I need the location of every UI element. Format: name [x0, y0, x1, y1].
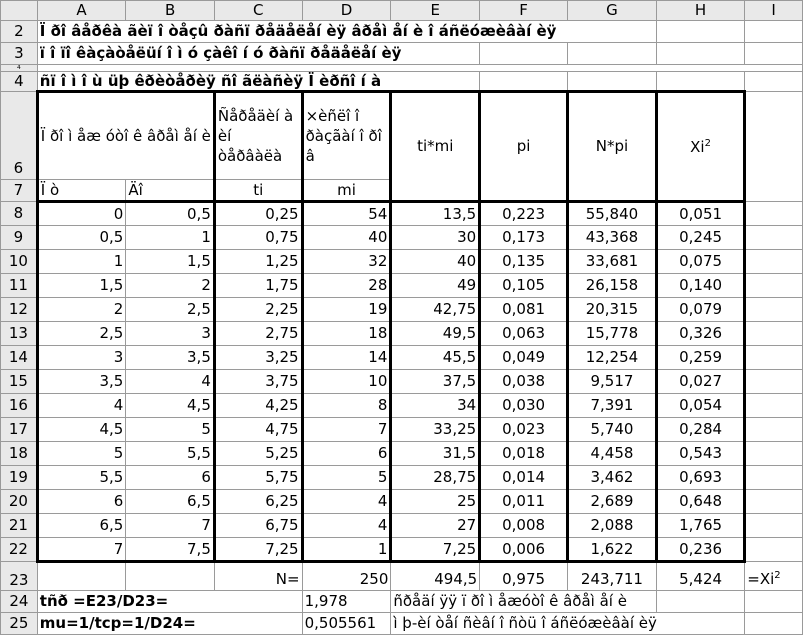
table-row — [1, 202, 803, 226]
row-header[interactable]: 2 — [1, 21, 38, 43]
cell[interactable] — [745, 226, 803, 250]
column-header-row — [1, 1, 803, 21]
cell[interactable] — [745, 92, 803, 202]
ti-mi-cell[interactable]: 28,75 — [391, 466, 480, 490]
pi-cell[interactable]: 0,011 — [480, 490, 568, 514]
interval-to-cell[interactable]: 7 — [126, 514, 215, 538]
xi2-header[interactable] — [656, 92, 744, 202]
mu-formula-cell[interactable]: mu=1/tcp=1/D24= — [37, 613, 302, 635]
cell[interactable] — [480, 72, 568, 92]
npi-cell[interactable]: 55,840 — [568, 202, 657, 226]
cell[interactable] — [745, 43, 803, 65]
pi-cell[interactable]: 0,023 — [480, 418, 568, 442]
row-header[interactable]: 4 — [1, 65, 38, 72]
table-row — [1, 346, 803, 370]
npi-cell[interactable]: 12,254 — [568, 346, 657, 370]
interval-from-cell[interactable]: 0 — [37, 202, 126, 226]
interval-from-header[interactable]: Ï ò — [37, 180, 126, 202]
ti-mi-cell[interactable]: 30 — [391, 226, 480, 250]
row-header[interactable]: 3 — [1, 43, 38, 65]
pi-header[interactable]: pi — [480, 92, 568, 202]
total-xi2-cell[interactable]: 5,424 — [656, 562, 744, 591]
pi-cell[interactable]: 0,105 — [480, 274, 568, 298]
cell[interactable] — [126, 562, 215, 591]
interval-to-cell[interactable]: 5,5 — [126, 442, 215, 466]
sheet-row — [1, 613, 803, 635]
midpoint-cell[interactable]: 4,25 — [214, 394, 302, 418]
interval-from-cell[interactable]: 3,5 — [37, 370, 126, 394]
cell[interactable] — [745, 591, 803, 613]
ti-mi-cell[interactable]: 13,5 — [391, 202, 480, 226]
interval-to-cell[interactable]: 2 — [126, 274, 215, 298]
xi2-cell[interactable]: 0,051 — [656, 202, 744, 226]
count-cell[interactable]: 4 — [302, 490, 391, 514]
interval-from-cell[interactable]: 4 — [37, 394, 126, 418]
row-header[interactable]: 9 — [1, 226, 38, 250]
count-cell[interactable]: 10 — [302, 370, 391, 394]
cell[interactable] — [656, 43, 744, 65]
cell[interactable] — [480, 43, 568, 65]
ti-mi-cell[interactable]: 33,25 — [391, 418, 480, 442]
row-header[interactable]: 23 — [1, 562, 38, 591]
column-header-h[interactable]: H — [656, 1, 744, 21]
cell[interactable] — [656, 21, 744, 43]
midpoint-cell[interactable]: 6,75 — [214, 514, 302, 538]
ti-mi-cell[interactable]: 31,5 — [391, 442, 480, 466]
midpoint-cell[interactable]: 5,75 — [214, 466, 302, 490]
pi-cell[interactable]: 0,018 — [480, 442, 568, 466]
xi2-cell[interactable]: 0,259 — [656, 346, 744, 370]
npi-cell[interactable]: 15,778 — [568, 322, 657, 346]
table-row — [1, 298, 803, 322]
npi-cell[interactable]: 7,391 — [568, 394, 657, 418]
pi-cell[interactable]: 0,081 — [480, 298, 568, 322]
interval-from-cell[interactable]: 3 — [37, 346, 126, 370]
interval-to-cell[interactable]: 6,5 — [126, 490, 215, 514]
npi-cell[interactable]: 3,462 — [568, 466, 657, 490]
mu-value-cell[interactable]: 0,505561 — [302, 613, 391, 635]
row-header[interactable]: 14 — [1, 346, 38, 370]
subtitle-cell[interactable]: ñï î ì î ù üþ êðèòåðèÿ ñî ãëàñèÿ Ï èðñî í à — [37, 72, 479, 92]
row-header[interactable]: 8 — [1, 202, 38, 226]
row-header[interactable]: 24 — [1, 591, 38, 613]
count-cell[interactable]: 18 — [302, 322, 391, 346]
ti-mi-cell[interactable]: 49,5 — [391, 322, 480, 346]
cell[interactable] — [745, 346, 803, 370]
xi2-sum-exponent: 2 — [774, 570, 781, 581]
count-cell[interactable]: 14 — [302, 346, 391, 370]
npi-cell[interactable]: 2,088 — [568, 514, 657, 538]
row-header[interactable]: 21 — [1, 514, 38, 538]
interval-from-cell[interactable]: 6,5 — [37, 514, 126, 538]
interval-to-cell[interactable]: 3,5 — [126, 346, 215, 370]
column-header-a[interactable]: A — [37, 1, 126, 21]
xi2-exponent: 2 — [704, 137, 711, 149]
table-row — [1, 418, 803, 442]
cell[interactable] — [568, 72, 657, 92]
xi2-cell[interactable]: 0,027 — [656, 370, 744, 394]
interval-header[interactable]: Ï ðî ì åæ óòî ê âðåì åí è — [37, 92, 214, 180]
row-header[interactable]: 15 — [1, 370, 38, 394]
count-cell[interactable]: 54 — [302, 202, 391, 226]
ti-mi-cell[interactable]: 49 — [391, 274, 480, 298]
ti-mi-cell[interactable]: 42,75 — [391, 298, 480, 322]
cell[interactable] — [745, 514, 803, 538]
interval-to-cell[interactable]: 0,5 — [126, 202, 215, 226]
interval-from-cell[interactable]: 4,5 — [37, 418, 126, 442]
interval-to-header[interactable]: Äî — [126, 180, 215, 202]
row-header[interactable]: 4 — [1, 72, 38, 92]
ti-mi-cell[interactable]: 45,5 — [391, 346, 480, 370]
column-header-f[interactable]: F — [480, 1, 568, 21]
pi-cell[interactable]: 0,135 — [480, 250, 568, 274]
xi2-cell[interactable]: 0,326 — [656, 322, 744, 346]
table-row — [1, 226, 803, 250]
cell[interactable] — [37, 562, 126, 591]
midpoint-cell[interactable]: 1,25 — [214, 250, 302, 274]
cell[interactable] — [745, 250, 803, 274]
pi-cell[interactable]: 0,006 — [480, 538, 568, 562]
pi-cell[interactable]: 0,223 — [480, 202, 568, 226]
cell[interactable] — [745, 490, 803, 514]
interval-from-cell[interactable]: 2,5 — [37, 322, 126, 346]
ti-mi-cell[interactable]: 7,25 — [391, 538, 480, 562]
cell[interactable] — [568, 43, 657, 65]
npi-cell[interactable]: 1,622 — [568, 538, 657, 562]
interval-from-cell[interactable]: 5 — [37, 442, 126, 466]
npi-cell[interactable]: 43,368 — [568, 226, 657, 250]
cell[interactable] — [745, 298, 803, 322]
midpoint-cell[interactable]: 3,75 — [214, 370, 302, 394]
column-header-i[interactable]: I — [745, 1, 803, 21]
midpoint-cell[interactable]: 5,25 — [214, 442, 302, 466]
mean-note-cell[interactable]: ñðåäí ÿÿ ï ðî ì åæóòî ê âðåì åí è — [391, 591, 657, 613]
midpoint-cell[interactable]: 4,75 — [214, 418, 302, 442]
count-cell[interactable]: 32 — [302, 250, 391, 274]
xi2-cell[interactable]: 1,765 — [656, 514, 744, 538]
table-row — [1, 250, 803, 274]
table-row — [1, 514, 803, 538]
midpoint-cell[interactable]: 2,25 — [214, 298, 302, 322]
interval-to-cell[interactable]: 4,5 — [126, 394, 215, 418]
column-header-e[interactable]: E — [391, 1, 480, 21]
pi-cell[interactable]: 0,173 — [480, 226, 568, 250]
row-header[interactable]: 20 — [1, 490, 38, 514]
column-header-d[interactable]: D — [302, 1, 391, 21]
sheet-row — [1, 72, 803, 92]
table-row — [1, 538, 803, 562]
row-header[interactable]: 16 — [1, 394, 38, 418]
subtitle-cell[interactable]: ï î ïî êàçàòåëüí î ì ó çàêî í ó ðàñï ðåäåëåí èÿ — [37, 43, 479, 65]
cell[interactable] — [745, 370, 803, 394]
ti-mi-cell[interactable]: 27 — [391, 514, 480, 538]
row-header[interactable]: 22 — [1, 538, 38, 562]
interval-from-cell[interactable]: 1,5 — [37, 274, 126, 298]
count-cell[interactable]: 4 — [302, 514, 391, 538]
cell[interactable] — [656, 591, 744, 613]
data-rows — [1, 202, 803, 562]
ti-mi-header[interactable]: ti*mi — [391, 92, 480, 202]
row-header[interactable]: 11 — [1, 274, 38, 298]
table-row — [1, 490, 803, 514]
row-header[interactable]: 12 — [1, 298, 38, 322]
midpoint-header[interactable]: Ñåðåäèí à èí òåðâàëà — [214, 92, 302, 180]
sheet-row — [1, 65, 803, 72]
npi-cell[interactable]: 33,681 — [568, 250, 657, 274]
table-row — [1, 394, 803, 418]
npi-cell[interactable]: 20,315 — [568, 298, 657, 322]
row-header[interactable]: 13 — [1, 322, 38, 346]
count-cell[interactable]: 19 — [302, 298, 391, 322]
mean-value-cell[interactable]: 1,978 — [302, 591, 391, 613]
xi2-cell[interactable]: 0,693 — [656, 466, 744, 490]
xi2-sum-label-cell[interactable] — [745, 562, 803, 591]
count-cell[interactable]: 7 — [302, 418, 391, 442]
title-cell[interactable]: Ï ðî âåðêà ãèï î òåçû ðàñï ðåäåëåí èÿ âðåì åí è î áñëóæèâàí èÿ — [37, 21, 656, 43]
ti-mi-cell[interactable]: 40 — [391, 250, 480, 274]
mean-formula-cell[interactable]: tñð =E23/D23= — [37, 591, 302, 613]
count-cell[interactable]: 40 — [302, 226, 391, 250]
npi-cell[interactable]: 9,517 — [568, 370, 657, 394]
totals-row — [1, 562, 803, 591]
cell[interactable] — [37, 65, 802, 72]
midpoint-cell[interactable]: 1,75 — [214, 274, 302, 298]
npi-cell[interactable]: 26,158 — [568, 274, 657, 298]
xi2-cell[interactable]: 0,543 — [656, 442, 744, 466]
cell[interactable] — [745, 394, 803, 418]
total-pi-cell[interactable]: 0,975 — [480, 562, 568, 591]
xi2-sum-label: =Xi — [747, 570, 775, 588]
total-count-cell[interactable]: 250 — [302, 562, 391, 591]
midpoint-cell[interactable]: 2,75 — [214, 322, 302, 346]
sheet-row — [1, 591, 803, 613]
count-cell[interactable]: 6 — [302, 442, 391, 466]
table-row — [1, 466, 803, 490]
pi-cell[interactable]: 0,049 — [480, 346, 568, 370]
interval-from-cell[interactable]: 2 — [37, 298, 126, 322]
interval-from-cell[interactable]: 0,5 — [37, 226, 126, 250]
pi-cell[interactable]: 0,030 — [480, 394, 568, 418]
xi2-cell[interactable]: 0,054 — [656, 394, 744, 418]
table-row — [1, 322, 803, 346]
midpoint-cell[interactable]: 7,25 — [214, 538, 302, 562]
row-header[interactable]: 6 — [1, 92, 38, 180]
sheet-row — [1, 92, 803, 180]
xi2-cell[interactable]: 0,140 — [656, 274, 744, 298]
npi-cell[interactable]: 5,740 — [568, 418, 657, 442]
interval-from-cell[interactable]: 7 — [37, 538, 126, 562]
pi-cell[interactable]: 0,014 — [480, 466, 568, 490]
midpoint-cell[interactable]: 0,25 — [214, 202, 302, 226]
row-header[interactable]: 25 — [1, 613, 38, 635]
ti-mi-cell[interactable]: 25 — [391, 490, 480, 514]
xi2-label: Xi — [690, 137, 705, 156]
count-header[interactable]: ×èñëî î ðàçãàí î ðî â — [302, 92, 391, 180]
interval-from-cell[interactable]: 6 — [37, 490, 126, 514]
pi-cell[interactable]: 0,063 — [480, 322, 568, 346]
table-row — [1, 370, 803, 394]
column-header-c[interactable]: C — [214, 1, 302, 21]
cell[interactable] — [745, 21, 803, 43]
interval-to-cell[interactable]: 5 — [126, 418, 215, 442]
xi2-cell[interactable]: 0,236 — [656, 538, 744, 562]
xi2-cell[interactable]: 0,079 — [656, 298, 744, 322]
table-row — [1, 442, 803, 466]
table-row — [1, 274, 803, 298]
sheet-row — [1, 21, 803, 43]
xi2-cell[interactable]: 0,245 — [656, 226, 744, 250]
midpoint-cell[interactable]: 6,25 — [214, 490, 302, 514]
ti-mi-cell[interactable]: 34 — [391, 394, 480, 418]
cell[interactable] — [745, 538, 803, 562]
interval-to-cell[interactable]: 1,5 — [126, 250, 215, 274]
xi2-cell[interactable]: 0,648 — [656, 490, 744, 514]
cell[interactable] — [745, 466, 803, 490]
row-header[interactable]: 19 — [1, 466, 38, 490]
interval-to-cell[interactable]: 2,5 — [126, 298, 215, 322]
mu-note-cell[interactable]: ì þ-èí òåí ñèâí î ñòü î áñëóæèâàí èÿ — [391, 613, 745, 635]
npi-header[interactable]: N*pi — [568, 92, 657, 202]
interval-to-cell[interactable]: 6 — [126, 466, 215, 490]
interval-to-cell[interactable]: 7,5 — [126, 538, 215, 562]
cell[interactable] — [745, 202, 803, 226]
cell[interactable] — [745, 418, 803, 442]
count-cell[interactable]: 5 — [302, 466, 391, 490]
count-cell[interactable]: 1 — [302, 538, 391, 562]
count-cell[interactable]: 28 — [302, 274, 391, 298]
total-label-cell[interactable]: N= — [214, 562, 302, 591]
corner-cell[interactable] — [1, 1, 38, 21]
count-symbol[interactable]: mi — [302, 180, 391, 202]
xi2-cell[interactable]: 0,075 — [656, 250, 744, 274]
interval-to-cell[interactable]: 1 — [126, 226, 215, 250]
cell[interactable] — [745, 613, 803, 635]
total-npi-cell[interactable]: 243,711 — [568, 562, 657, 591]
column-header-g[interactable]: G — [568, 1, 657, 21]
cell[interactable] — [656, 72, 744, 92]
midpoint-cell[interactable]: 3,25 — [214, 346, 302, 370]
npi-cell[interactable]: 2,689 — [568, 490, 657, 514]
ti-mi-cell[interactable]: 37,5 — [391, 370, 480, 394]
count-cell[interactable]: 8 — [302, 394, 391, 418]
sheet-row — [1, 43, 803, 65]
xi2-cell[interactable]: 0,284 — [656, 418, 744, 442]
midpoint-cell[interactable]: 0,75 — [214, 226, 302, 250]
row-header[interactable]: 18 — [1, 442, 38, 466]
pi-cell[interactable]: 0,008 — [480, 514, 568, 538]
pi-cell[interactable]: 0,038 — [480, 370, 568, 394]
cell[interactable] — [745, 322, 803, 346]
cell[interactable] — [745, 72, 803, 92]
total-ti-mi-cell[interactable]: 494,5 — [391, 562, 480, 591]
row-header[interactable]: 10 — [1, 250, 38, 274]
interval-from-cell[interactable]: 5,5 — [37, 466, 126, 490]
row-header[interactable]: 17 — [1, 418, 38, 442]
interval-to-cell[interactable]: 3 — [126, 322, 215, 346]
npi-cell[interactable]: 4,458 — [568, 442, 657, 466]
interval-to-cell[interactable]: 4 — [126, 370, 215, 394]
cell[interactable] — [745, 274, 803, 298]
cell[interactable] — [745, 442, 803, 466]
midpoint-symbol[interactable]: ti — [214, 180, 302, 202]
column-header-b[interactable]: B — [126, 1, 215, 21]
row-header[interactable]: 7 — [1, 180, 38, 202]
interval-from-cell[interactable]: 1 — [37, 250, 126, 274]
